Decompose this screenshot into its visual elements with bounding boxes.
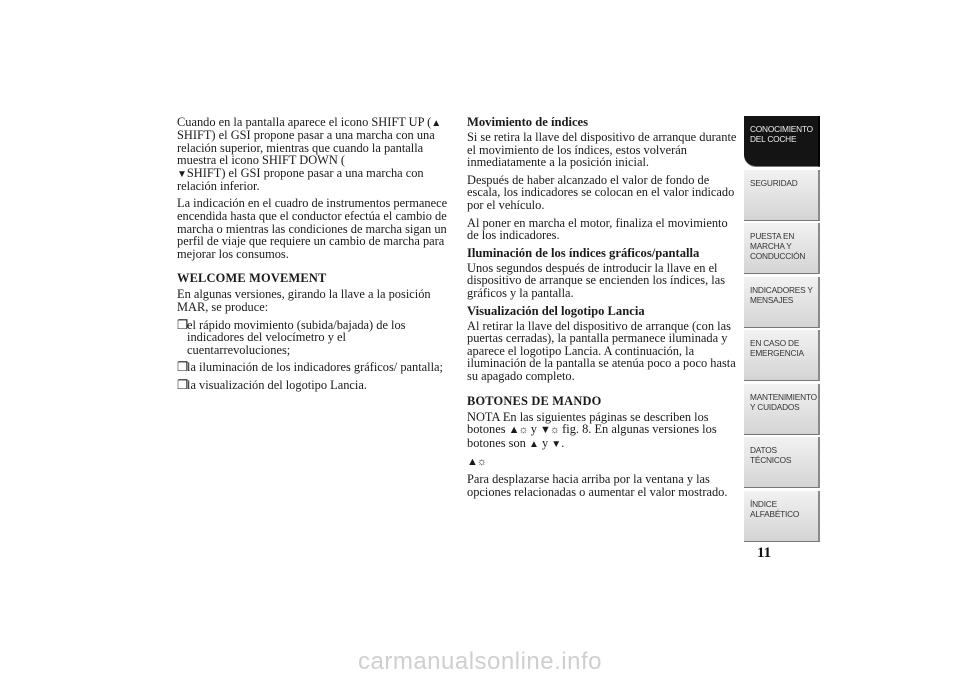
up-brightness-icon: ▲☼ — [508, 424, 528, 437]
tab-conocimiento-del-coche[interactable]: CONOCIMIENTO DEL COCHE — [744, 116, 820, 167]
section-heading: Iluminación de los índices gráficos/pantalla — [467, 245, 700, 260]
chapter-tabs — [744, 116, 820, 544]
shift-up-icon: ▲ — [431, 118, 442, 129]
list-item: ❐la iluminación de los indicadores gráficos/ pantalla; — [177, 360, 443, 375]
list-item: ❐el rápido movimiento (subida/bajada) de los indicadores del velocímetro y el cuentarrevoluciones; — [177, 317, 406, 357]
checkbox-bullet-icon: ❐ — [177, 377, 189, 392]
arrow-down-icon: ▼ — [551, 438, 562, 450]
tab-seguridad[interactable]: SEGURIDAD — [744, 170, 820, 221]
page-number: 11 — [757, 545, 772, 561]
tab-mantenimiento-y-cuidados[interactable]: MANTENIMIENTO Y CUIDADOS — [744, 384, 820, 435]
up-brightness-icon: ▲☼ — [467, 455, 486, 468]
welcome-movement-heading: WELCOME MOVEMENT — [177, 271, 327, 286]
welcome-intro-paragraph: En algunas versiones, girando la llave a la posición MAR, se produce: — [177, 287, 431, 314]
tab-puesta-en-marcha[interactable]: PUESTA EN MARCHA Y CONDUCCIÓN — [744, 223, 820, 274]
section-heading: Movimiento de índices — [467, 115, 589, 129]
note-paragraph: NOTA En las siguientes páginas se describen los botones ▲☼ y ▼☼ fig. 8. En algunas versiones los botones son ▲ y ▼. — [467, 409, 717, 450]
body-paragraph: Si se retira la llave del dispositivo de arranque durante el movimiento de los índices, estos volverán inmediatamente a la posición inicial. — [467, 130, 737, 170]
section-heading: Visualización del logotipo Lancia — [467, 303, 645, 318]
checkbox-bullet-icon: ❐ — [177, 317, 189, 332]
tab-datos-tecnicos[interactable]: DATOS TÉCNICOS — [744, 437, 820, 488]
body-paragraph: Después de haber alcanzado el valor de fondo de escala, los indicadores se colocan en el valor indicado por el vehículo. — [467, 172, 735, 212]
down-brightness-icon: ▼☼ — [540, 424, 560, 437]
watermark-text: carmanualsonline.info — [358, 648, 602, 675]
sub-icon-line — [467, 455, 739, 469]
indicator-paragraph: La indicación en el cuadro de instrumentos permanece encendida hasta que el conductor efectúa el cambio de marcha o mientras las condiciones de marcha sigan un perfil de viaje que requiere un cambio de marcha para mejorar los consumos. — [177, 196, 448, 261]
tab-indicadores-y-mensajes[interactable]: INDICADORES Y MENSAJES — [744, 277, 820, 328]
control-buttons-heading: BOTONES DE MANDO — [467, 393, 602, 408]
tab-indice-alfabetico[interactable]: ÍNDICE ALFABÉTICO — [744, 491, 820, 542]
body-paragraph: Al poner en marcha el motor, finaliza el movimiento de los indicadores. — [467, 215, 728, 243]
arrow-up-icon: ▲ — [528, 438, 539, 450]
right-column — [467, 116, 739, 503]
shift-down-icon: ▼ — [177, 168, 187, 180]
list-item: ❐la visualización del logotipo Lancia. — [177, 377, 367, 392]
body-paragraph: Al retirar la llave del dispositivo de arranque (con las puertas cerradas), la pantalla permanece iluminada y aparece el logotipo Lancia. A continuación, la iluminación de la pantalla se atenúa poco a poco hasta su apagado completo. — [467, 318, 736, 383]
shift-paragraph: Cuando en la pantalla aparece el icono SHIFT UP (▲SHIFT) el GSI propone pasar a una marcha con una relación superior, mientras que cuando la pantalla muestra el icono SHIFT DOWN ( ▼SHIFT) el GSI propone pasar a una marcha con relación inferior. — [177, 115, 442, 193]
tab-en-caso-de-emergencia[interactable]: EN CASO DE EMERGENCIA — [744, 330, 820, 381]
left-column — [177, 116, 449, 397]
checkbox-bullet-icon: ❐ — [177, 360, 189, 375]
body-paragraph: Para desplazarse hacia arriba por la ventana y las opciones relacionadas o aumentar el valor mostrado. — [467, 472, 728, 499]
body-paragraph: Unos segundos después de introducir la llave en el dispositivo de arranque se encienden los índices, las gráficos y la pantalla. — [467, 260, 726, 300]
